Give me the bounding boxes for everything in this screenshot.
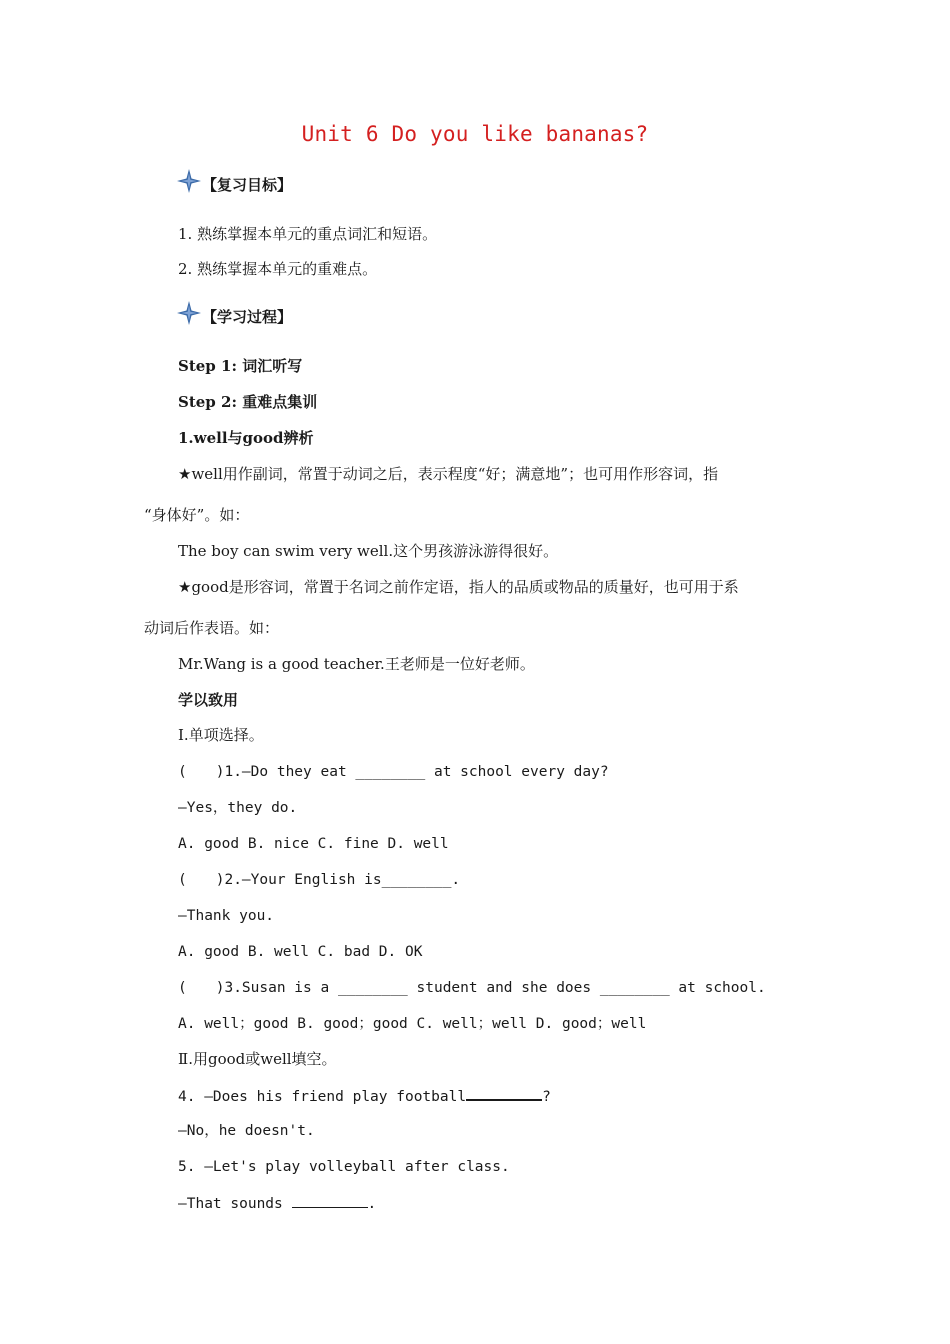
step-2: Step 2: 重难点集训 xyxy=(178,393,318,411)
question-5-end: . xyxy=(367,1196,377,1212)
question-3: ( )3.Susan is a ________ student and she does ________ at school. xyxy=(178,980,766,996)
goal-item: 2. 熟练掌握本单元的重难点。 xyxy=(178,260,378,278)
good-description: ★good是形容词，常置于名词之前作定语，指人的品质或物品的质量好，也可用于系 xyxy=(178,578,739,596)
question-5: 5. —Let's play volleyball after class. xyxy=(178,1159,510,1175)
good-example: Mr.Wang is a good teacher.王老师是一位好老师。 xyxy=(178,655,535,673)
section-goals-title: 【复习目标】 xyxy=(202,176,293,194)
part-2-heading: Ⅱ.用good或well填空。 xyxy=(178,1050,337,1068)
part-1-heading: Ⅰ.单项选择。 xyxy=(178,726,264,744)
practice-heading: 学以致用 xyxy=(178,691,239,709)
question-1-options: A. good B. nice C. fine D. well xyxy=(178,836,449,852)
question-5-reply xyxy=(178,1193,376,1214)
question-2-reply: —Thank you. xyxy=(178,908,275,924)
goal-item: 1. 熟练掌握本单元的重点词汇和短语。 xyxy=(178,225,438,243)
question-1-reply: —Yes，they do. xyxy=(178,800,298,816)
question-2-options: A. good B. well C. bad D. OK xyxy=(178,944,423,960)
point-heading: 1.well与good辨析 xyxy=(178,429,314,447)
section-process-title: 【学习过程】 xyxy=(202,308,293,326)
question-1: ( )1.—Do they eat ________ at school every day? xyxy=(178,764,609,780)
question-4 xyxy=(178,1085,551,1107)
question-4-reply: —No，he doesn't. xyxy=(178,1123,315,1139)
step-1: Step 1: 词汇听写 xyxy=(178,357,303,375)
question-2: ( )2.—Your English is________. xyxy=(178,872,461,888)
good-description-cont: 动词后作表语。如： xyxy=(144,619,280,637)
well-example: The boy can swim very well.这个男孩游泳游得很好。 xyxy=(178,542,559,560)
four-point-star-icon xyxy=(176,168,202,194)
document-title: Unit 6 Do you like bananas? xyxy=(301,122,649,146)
answer-blank xyxy=(466,1085,542,1101)
well-description-cont: “身体好”。如： xyxy=(144,506,250,524)
well-description: ★well用作副词，常置于动词之后，表示程度“好；满意地”；也可用作形容词，指 xyxy=(178,465,719,483)
question-3-options: A. well；good B. good；good C. well；well D. good；well xyxy=(178,1016,647,1032)
question-5-reply-text: —That sounds xyxy=(178,1196,292,1212)
question-4-text: 4. —Does his friend play football xyxy=(178,1089,467,1105)
question-4-end: ? xyxy=(542,1089,551,1105)
answer-blank xyxy=(292,1193,368,1208)
four-point-star-icon xyxy=(176,300,202,326)
